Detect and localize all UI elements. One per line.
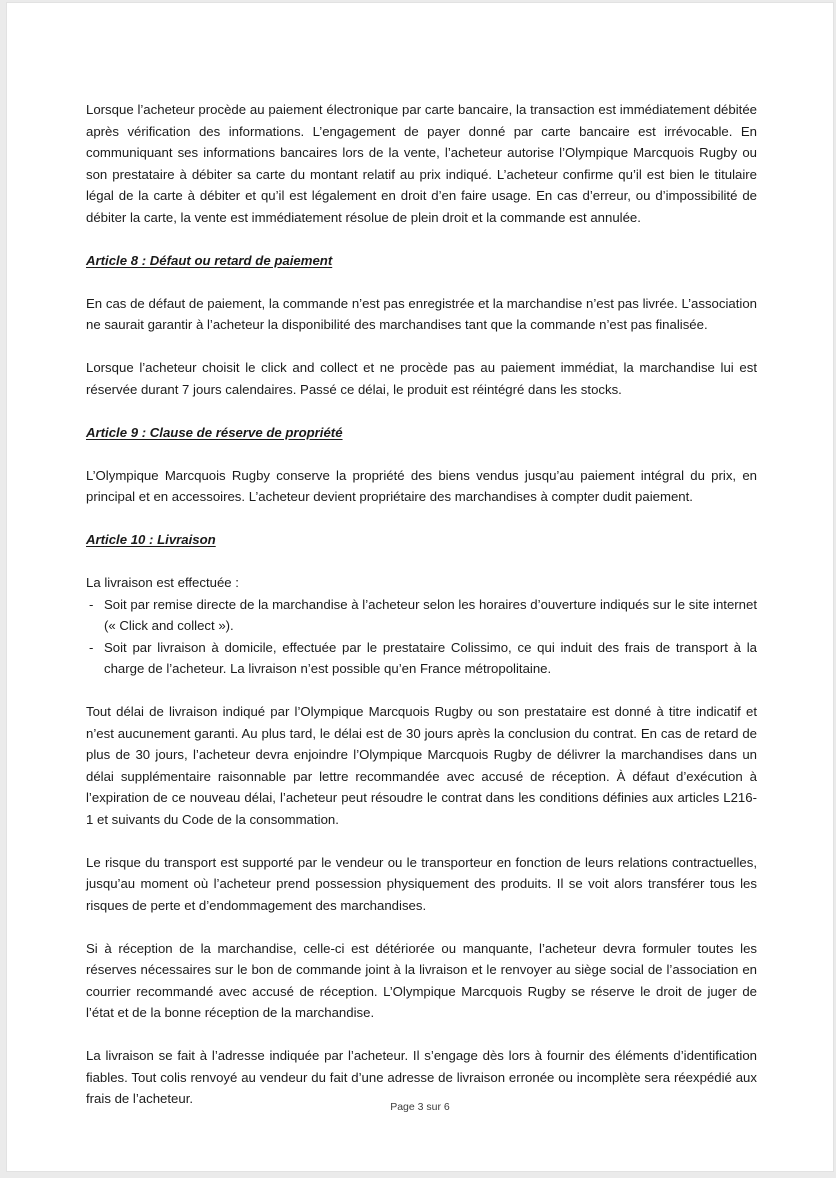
article-heading: Article 9 : Clause de réserve de propriété bbox=[86, 424, 343, 440]
article-heading: Article 8 : Défaut ou retard de paiement bbox=[86, 252, 333, 268]
bullet-marker: - bbox=[89, 596, 94, 612]
paragraph: L’Olympique Marcquois Rugby conserve la propriété des biens vendus jusqu’au paiement intégral du prix, en principal et en accessoires. L’acheteur devient propriétaire des marchandises à compter dudit paiement. bbox=[86, 467, 757, 504]
paragraph: Lorsque l’acheteur procède au paiement électronique par carte bancaire, la transaction est immédiatement débitée après vérification des informations. L’engagement de payer donné par carte bancaire est irrévocable. En communiquant ses informations bancaires lors de la vente, l’acheteur autorise l’Olympique Marcquois Rugby ou son prestataire à débiter sa carte du montant relatif au prix indiqué. L’acheteur confirme qu’il est bien le titulaire légal de la carte à débiter et qu’il est légalement en droit d’en faire usage. En cas d’erreur, ou d’impossibilité de débiter la carte, la vente est immédiatement résolue de plein droit et la commande est annulée. bbox=[86, 102, 757, 225]
paragraph: Tout délai de livraison indiqué par l’Olympique Marcquois Rugby ou son prestataire est donné à titre indicatif et n’est aucunement garanti. Au plus tard, le délai est de 30 jours après la conclusion du contrat. En cas de retard de plus de 30 jours, l’acheteur devra enjoindre l’Olympique Marcquois Rugby de délivrer la marchandises dans un délai supplémentaire raisonnable par lettre recommandée avec accusé de réception. À défaut d’exécution à l’expiration de ce nouveau délai, l’acheteur peut résoudre le contrat dans les conditions définies aux articles L216-1 et suivants du Code de la consommation. bbox=[86, 704, 757, 827]
article-heading: Article 10 : Livraison bbox=[86, 532, 216, 547]
paragraph: Si à réception de la marchandise, celle-ci est détériorée ou manquante, l’acheteur devra formuler toutes les réserves nécessaires sur le bon de commande joint à la livraison et le renvoyer au siège social de l’association en courrier recommandé avec accusé de réception. L’Olympique Marcquois Rugby se réserve le droit de juger de l’état et de la bonne réception de la marchandise. bbox=[86, 940, 757, 1020]
bullet-marker: - bbox=[89, 639, 94, 655]
paragraph: Le risque du transport est supporté par le vendeur ou le transporteur en fonction de leurs relations contractuelles, jusqu’au moment où l’acheteur prend possession physiquement des produits. Il se voit alors transférer tous les risques de perte et d’endommagement des marchandises. bbox=[86, 854, 757, 913]
paragraph: Lorsque l’acheteur choisit le click and collect et ne procède pas au paiement immédiat, la marchandise lui est réservée durant 7 jours calendaires. Passé ce délai, le produit est réintégré dans les stocks. bbox=[86, 360, 757, 397]
paragraph: La livraison se fait à l’adresse indiquée par l’acheteur. Il s’engage dès lors à fournir des éléments d’identification fiables. Tout colis renvoyé au vendeur du fait d’une adresse de livraison erronée ou incomplète sera réexpédié aux frais de l’acheteur. bbox=[86, 1048, 757, 1106]
bullet-list bbox=[86, 594, 757, 680]
document-page bbox=[6, 2, 834, 1172]
paragraph: En cas de défaut de paiement, la commande n’est pas enregistrée et la marchandise n’est pas livrée. L’association ne saurait garantir à l’acheteur la disponibilité des marchandises tant que la commande n’est pas finalisée. bbox=[86, 295, 757, 332]
list-item-text: Soit par remise directe de la marchandise à l’acheteur selon les horaires d’ouverture indiqués sur le site internet (« Click and collect »). bbox=[104, 596, 757, 633]
list-item bbox=[86, 637, 757, 680]
list-item bbox=[86, 594, 757, 637]
page-number: Page 3 sur 6 bbox=[390, 1101, 450, 1113]
paragraph: La livraison est effectuée : bbox=[86, 575, 239, 590]
document-body bbox=[86, 99, 757, 1131]
list-item-text: Soit par livraison à domicile, effectuée par le prestataire Colissimo, ce qui induit des frais de transport à la charge de l’acheteur. La livraison n’est possible qu’en France métropolitaine. bbox=[104, 639, 757, 676]
